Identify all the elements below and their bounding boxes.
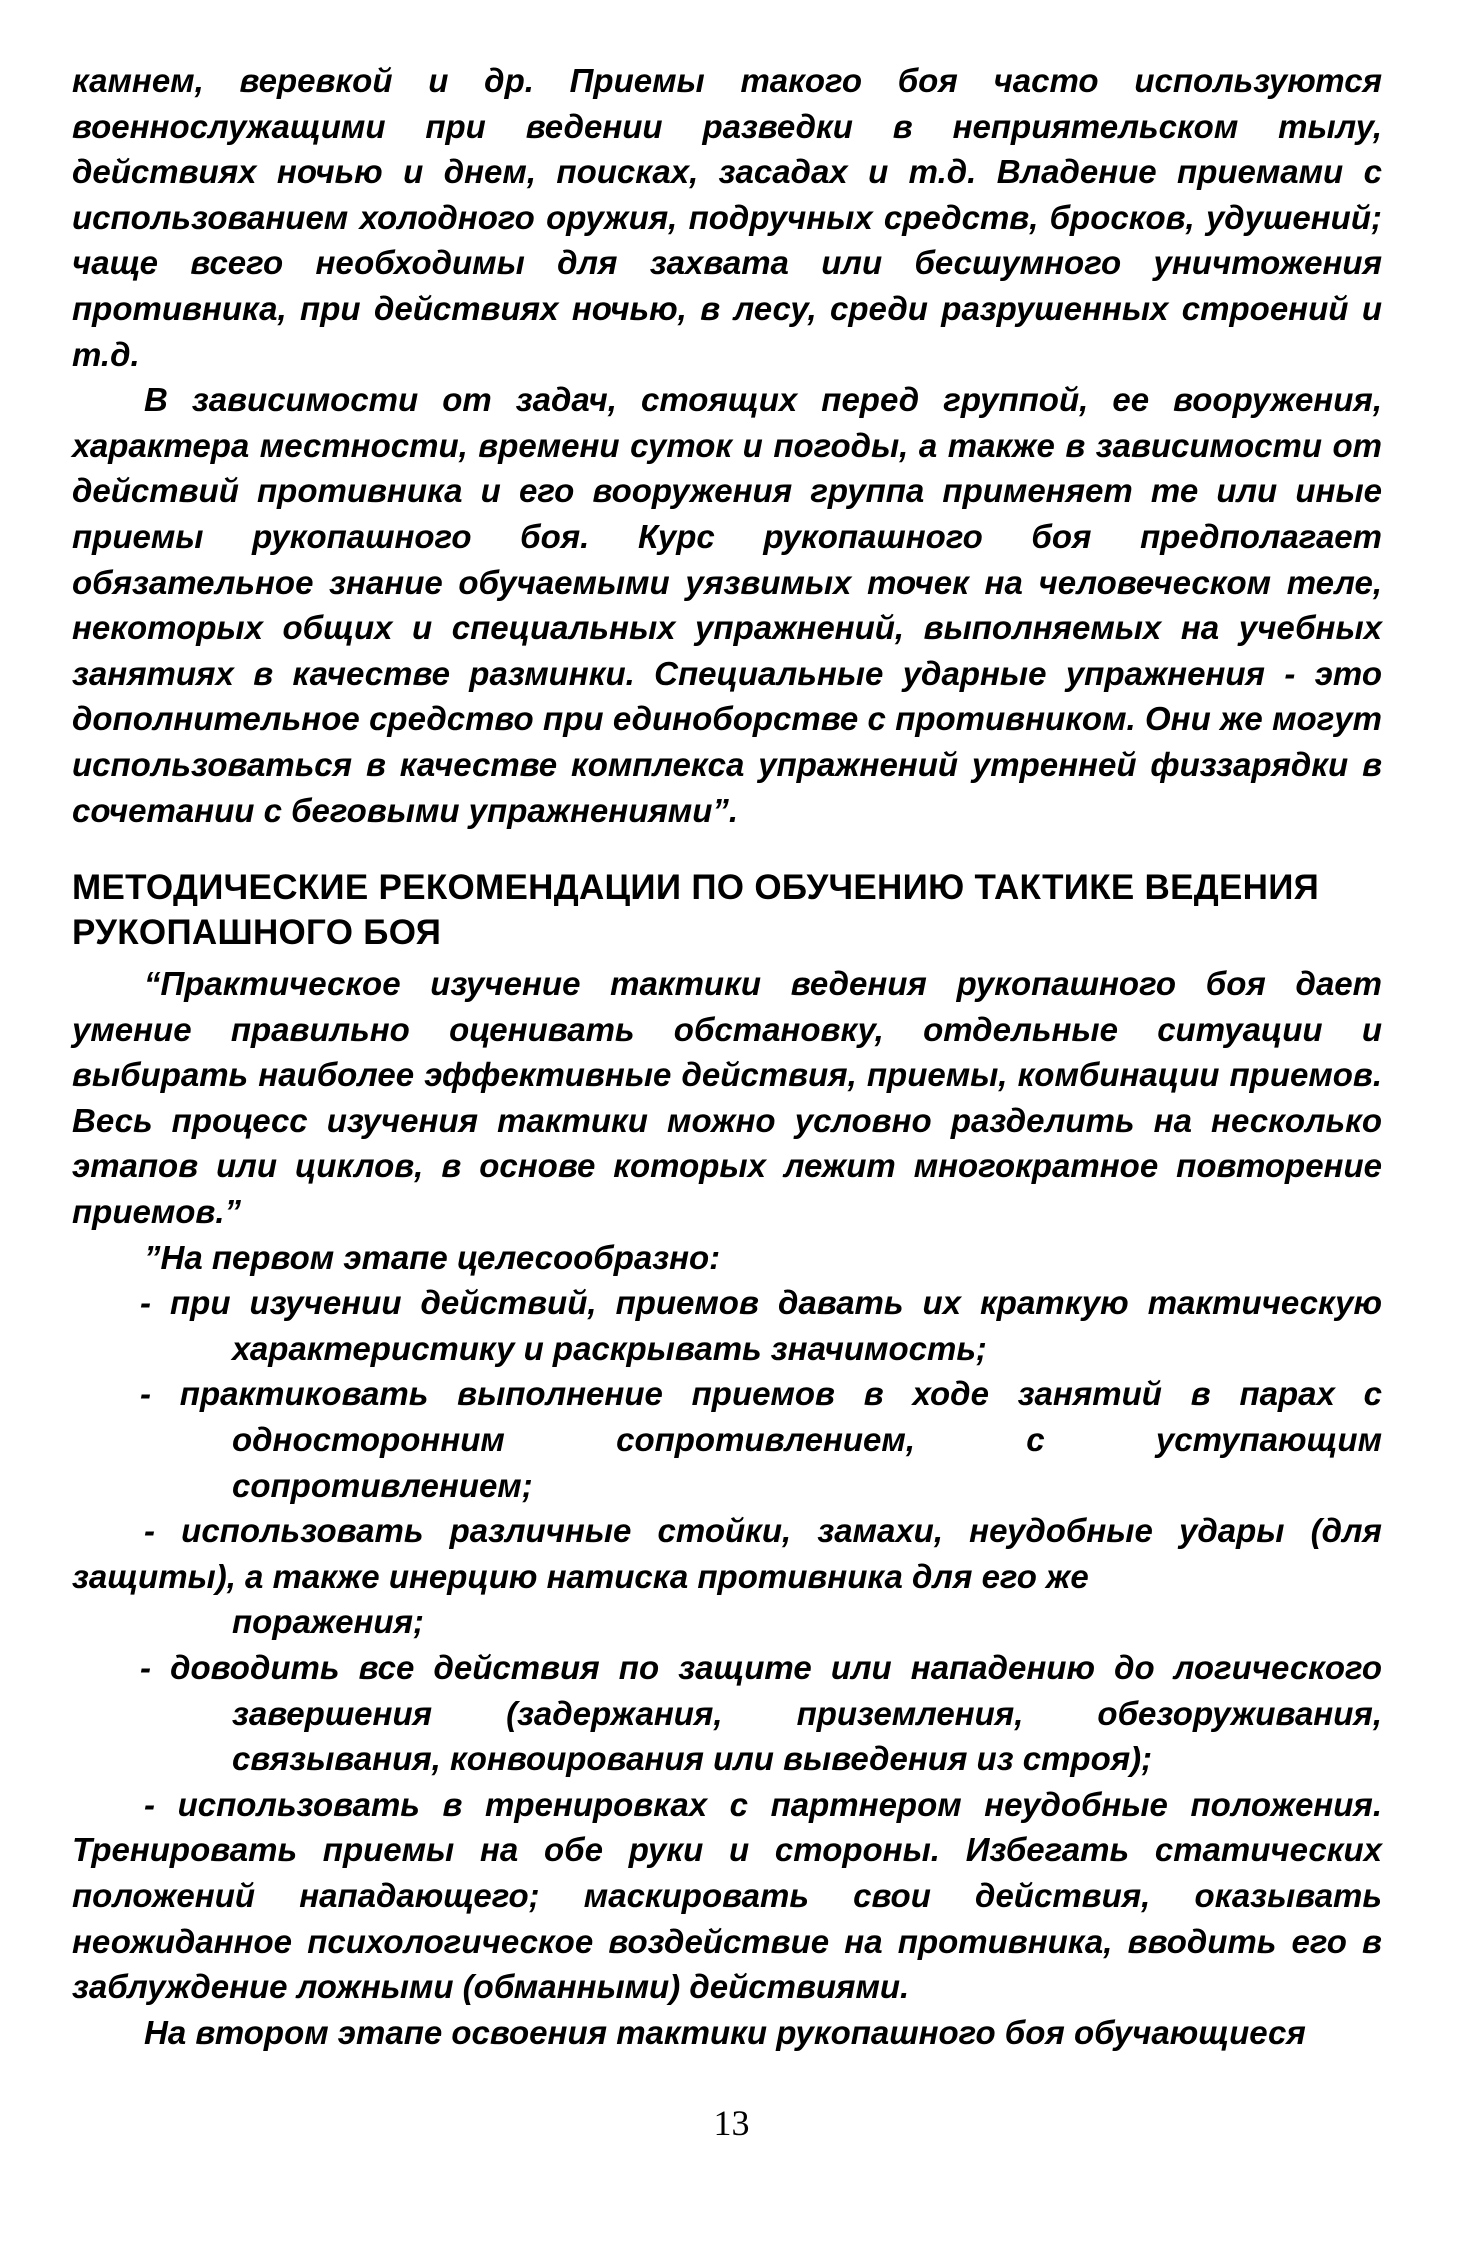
list-item-stances xyxy=(72,1508,1382,1645)
paragraph-continuation: камнем, веревкой и др. Приемы такого боя часто используются военнослужащими при ведении разведки в неприятельском тылу, действиях ночью и днем, поисках, засадах и т.д. Владение приемами с использованием холодного оружия, подручных средств, бросков, удушений; чаще всего необходимы для захвата или бесшумного уничтожения противника, при действиях ночью, в лесу, среди разрушенных строений и т.д. xyxy=(72,62,1382,373)
paragraph-partner-training: - использовать в тренировках с партнером неудобные положения. Тренировать приемы на обе руки и стороны. Избегать статических положений нападающего; маскировать свои действия, оказывать неожиданное психологическое воздействие на противника, вводить его в заблуждение ложными (обманными) действиями. xyxy=(72,1785,1382,2006)
paragraph-second-stage: На втором этапе освоения тактики рукопашного боя обучающиеся xyxy=(144,2013,1306,2051)
section-heading: МЕТОДИЧЕСКИЕ РЕКОМЕНДАЦИИ ПО ОБУЧЕНИЮ ТАКТИКЕ ВЕДЕНИЯ РУКОПАШНОГО БОЯ xyxy=(72,868,1320,953)
list-item-complete-actions: - доводить все действия по защите или нападению до логического завершения (задержания, приземления, обезоруживания, связывания, конвоирования или выведения из строя); xyxy=(140,1649,1382,1778)
paragraph-group-tactics: В зависимости от задач, стоящих перед группой, ее вооружения, характера местности, времени суток и погоды, а также в зависимости от действий противника и его вооружения группа применяет те или иные приемы рукопашного боя. Курс рукопашного боя предполагает обязательное знание обучаемыми уязвимых точек на человеческом теле, некоторых общих и специальных упражнений, выполняемых на учебных занятиях в качестве разминки. Специальные ударные упражнения - это дополнительное средство при единоборстве с противником. Они же могут использоваться в качестве комплекса упражнений утренней физзарядки в сочетании с беговыми упражнениями”. xyxy=(72,381,1382,829)
page-body xyxy=(72,58,1382,2055)
page-number: 13 xyxy=(713,2103,750,2143)
paragraph-first-stage-intro: ”На первом этапе целесообразно: xyxy=(144,1238,721,1276)
list-item-stances-first: - использовать различные стойки, замахи, неудобные удары (для защиты), а также инерцию натиска противника для его же xyxy=(72,1512,1382,1595)
list-item-stances-cont: поражения; xyxy=(232,1603,424,1641)
list-item-characteristics: - при изучении действий, приемов давать их краткую тактическую характеристику и раскрывать значимость; xyxy=(140,1284,1382,1367)
paragraph-quote-practical-study: “Практическое изучение тактики ведения рукопашного боя дает умение правильно оценивать обстановку, отдельные ситуации и выбирать наиболее эффективные действия, приемы, комбинации приемов. Весь процесс изучения тактики можно условно разделить на несколько этапов или циклов, в основе которых лежит многократное повторение приемов.” xyxy=(72,965,1382,1231)
list-item-practice-pairs: - практиковать выполнение приемов в ходе занятий в парах с односторонним сопротивлением, с уступающим сопротивлением; xyxy=(140,1375,1382,1504)
